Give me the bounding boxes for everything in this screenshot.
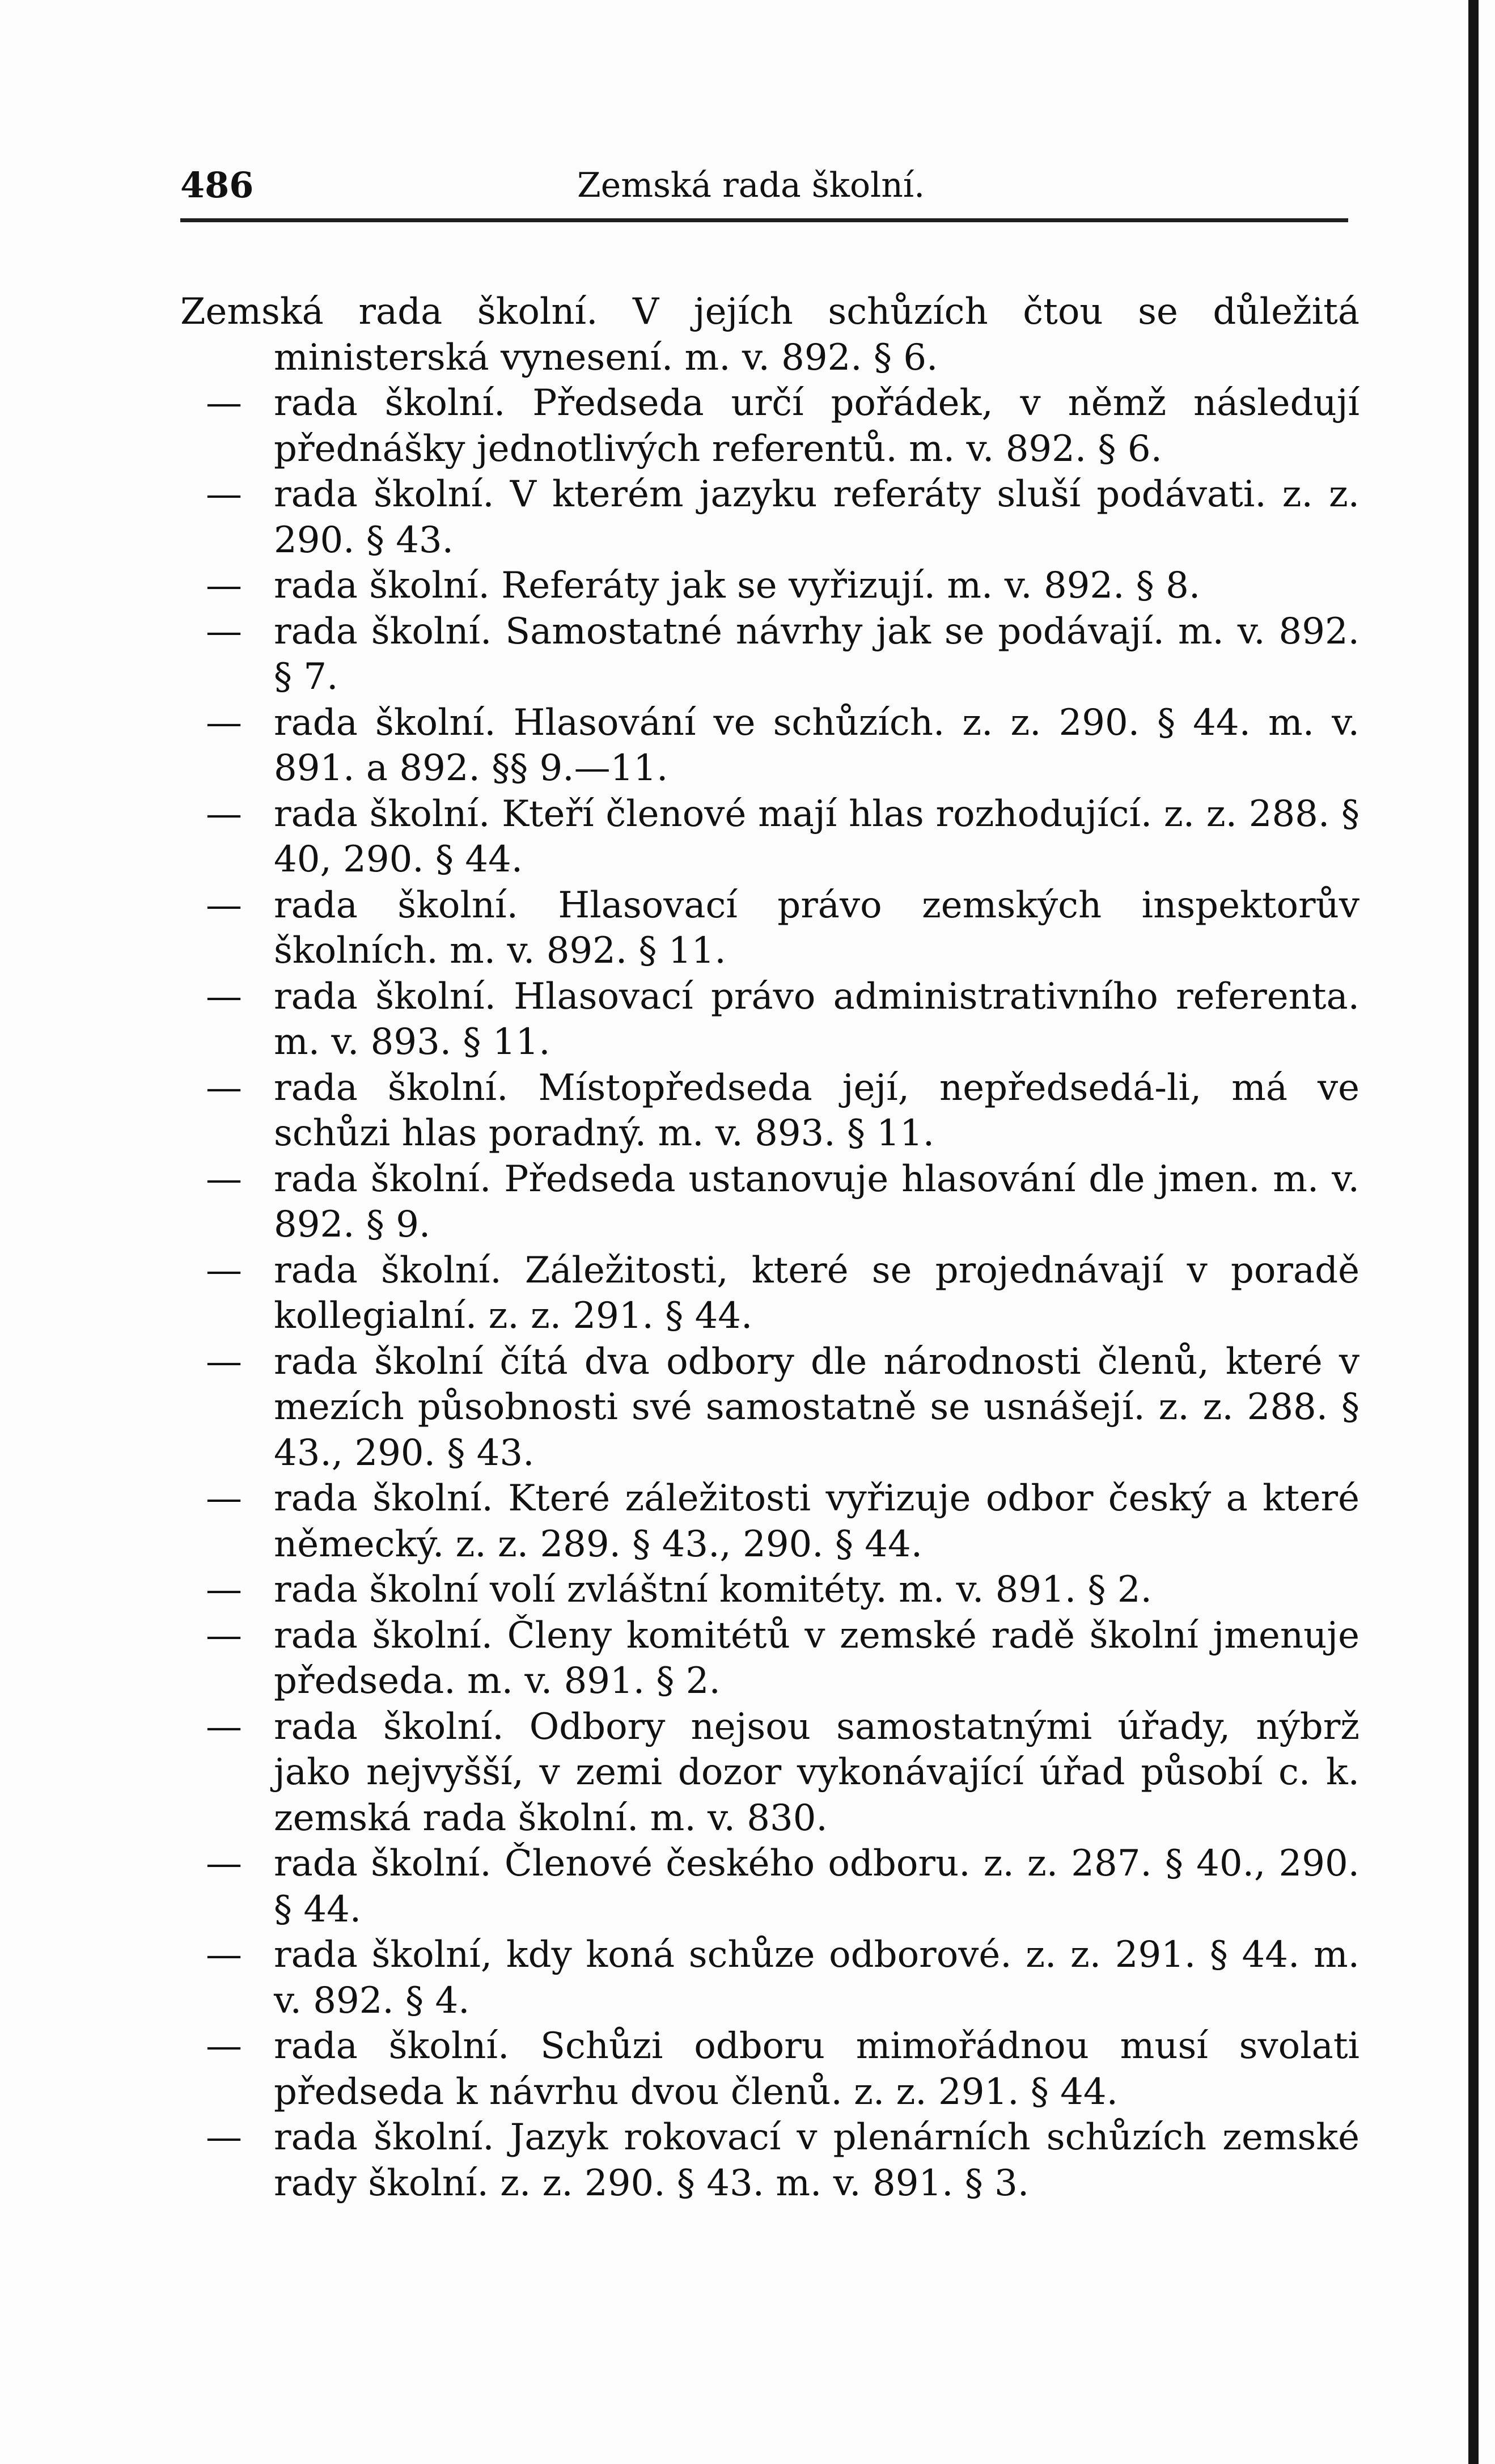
entry-dash: — bbox=[206, 701, 242, 744]
index-entry bbox=[180, 1613, 1360, 1704]
running-title: Zemská rada školní. bbox=[577, 166, 925, 205]
entry-dash: — bbox=[206, 1614, 242, 1657]
entry-dash: — bbox=[206, 1705, 242, 1748]
entry-text: rada školní. Samostatné návrhy jak se podávají. m. v. 892. § 7. bbox=[274, 610, 1360, 698]
index-entry bbox=[180, 1567, 1360, 1613]
index-entry bbox=[180, 1065, 1360, 1157]
entry-text: rada školní. Hlasovací právo zemských inspektorův školních. m. v. 892. § 11. bbox=[274, 884, 1360, 972]
index-entry bbox=[180, 380, 1360, 472]
page-edge-rule bbox=[1468, 0, 1479, 2464]
page-number: 486 bbox=[180, 164, 254, 206]
index-entry bbox=[180, 1932, 1360, 2023]
entry-dash: — bbox=[206, 1477, 242, 1519]
entry-text: Zemská rada školní. V jejích schůzích čtou se důležitá ministerská vynesení. m. v. 892. § 6. bbox=[180, 291, 1360, 379]
index-entry bbox=[180, 472, 1360, 563]
header-rule bbox=[180, 218, 1348, 222]
entry-text: rada školní. Předseda určí pořádek, v němž následují přednášky jednotlivých referentů. m. v. 892. § 6. bbox=[274, 382, 1360, 470]
entry-text: rada školní čítá dva odbory dle národnosti členů, které v mezích působnosti své samostatně se usnášejí. z. z. 288. § 43., 290. § 43. bbox=[274, 1340, 1360, 1474]
entry-dash: — bbox=[206, 1569, 242, 1611]
entry-text: rada školní. Které záležitosti vyřizuje odbor český a které německý. z. z. 289. § 43., 290. § 44. bbox=[274, 1477, 1360, 1565]
index-entry bbox=[180, 1248, 1360, 1339]
entry-dash: — bbox=[206, 793, 242, 835]
entry-dash: — bbox=[206, 1843, 242, 1885]
entry-dash: — bbox=[206, 1340, 242, 1383]
index-entry bbox=[180, 563, 1360, 609]
index-entry bbox=[180, 791, 1360, 883]
entry-text: rada školní volí zvláštní komitéty. m. v. 891. § 2. bbox=[274, 1569, 1152, 1611]
entry-text: rada školní. Předseda ustanovuje hlasování dle jmen. m. v. 892. § 9. bbox=[274, 1158, 1360, 1246]
entry-text: rada školní. Hlasovací právo administrativního referenta. m. v. 893. § 11. bbox=[274, 975, 1360, 1063]
index-entry bbox=[180, 883, 1360, 974]
entry-dash: — bbox=[206, 2116, 242, 2158]
index-entry bbox=[180, 700, 1360, 791]
index-entry bbox=[180, 2115, 1360, 2206]
index-entry bbox=[180, 1841, 1360, 1932]
entry-text: rada školní. Hlasování ve schůzích. z. z. 290. § 44. m. v. 891. a 892. §§ 9.—11. bbox=[274, 701, 1360, 789]
entry-dash: — bbox=[206, 1158, 242, 1200]
entry-text: rada školní. Jazyk rokovací v plenárních schůzích zemské rady školní. z. z. 290. § 43. m. v. 891. § 3. bbox=[274, 2116, 1360, 2204]
entry-dash: — bbox=[206, 1066, 242, 1109]
entry-dash: — bbox=[206, 975, 242, 1018]
index-entry bbox=[180, 974, 1360, 1065]
index-entry bbox=[180, 1157, 1360, 1248]
entry-text: rada školní. Referáty jak se vyřizují. m. v. 892. § 8. bbox=[274, 565, 1201, 607]
entry-dash: — bbox=[206, 565, 242, 607]
index-entry bbox=[180, 2023, 1360, 2115]
index-entry bbox=[180, 289, 1360, 380]
entry-text: rada školní. Schůzi odboru mimořádnou musí svolati předseda k návrhu dvou členů. z. z. 291. § 44. bbox=[274, 2025, 1360, 2113]
entry-text: rada školní. Členové českého odboru. z. z. 287. § 40., 290. § 44. bbox=[274, 1843, 1360, 1930]
entry-dash: — bbox=[206, 884, 242, 926]
entry-dash: — bbox=[206, 382, 242, 424]
entry-text: rada školní. Místopředseda její, nepředsedá-li, má ve schůzi hlas poradný. m. v. 893. § 11. bbox=[274, 1066, 1360, 1154]
index-entry bbox=[180, 1704, 1360, 1841]
entry-text: rada školní. Kteří členové mají hlas rozhodující. z. z. 288. § 40, 290. § 44. bbox=[274, 793, 1360, 880]
entry-dash: — bbox=[206, 1249, 242, 1292]
entry-text: rada školní, kdy koná schůze odborové. z. z. 291. § 44. m. v. 892. § 4. bbox=[274, 1934, 1360, 2022]
entry-text: rada školní. Záležitosti, které se projednávají v poradě kollegialní. z. z. 291. § 44. bbox=[274, 1249, 1360, 1337]
entry-dash: — bbox=[206, 473, 242, 515]
entry-dash: — bbox=[206, 610, 242, 653]
entry-text: rada školní. V kterém jazyku referáty sluší podávati. z. z. 290. § 43. bbox=[274, 473, 1360, 561]
index-entry bbox=[180, 609, 1360, 700]
index-entry bbox=[180, 1476, 1360, 1567]
entry-text: rada školní. Členy komitétů v zemské radě školní jmenuje předseda. m. v. 891. § 2. bbox=[274, 1614, 1360, 1702]
entry-dash: — bbox=[206, 2025, 242, 2067]
index-entry bbox=[180, 1339, 1360, 1476]
entry-text: rada školní. Odbory nejsou samostatnými úřady, nýbrž jako nejvyšší, v zemi dozor vykonávající úřad působí c. k. zemská rada školní. m. v. 830. bbox=[274, 1705, 1360, 1839]
index-entries bbox=[180, 289, 1360, 2206]
entry-dash: — bbox=[206, 1934, 242, 1976]
page-header bbox=[180, 166, 1354, 205]
